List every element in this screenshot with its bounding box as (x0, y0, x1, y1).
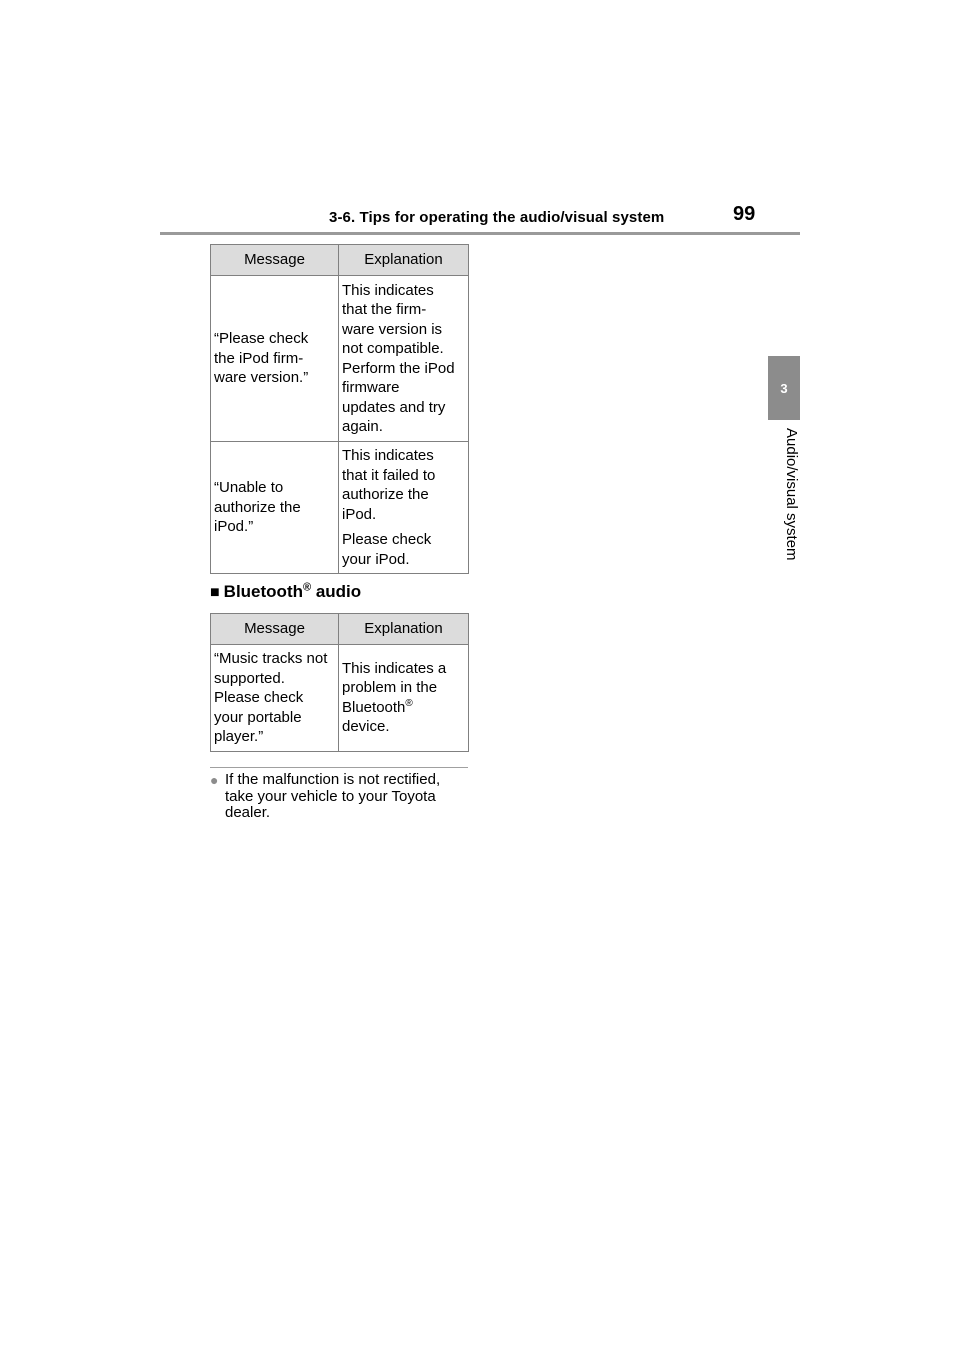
column-header-explanation: Explanation (339, 245, 469, 276)
section-marker: ■ (210, 584, 220, 601)
message-line: “Unable to (214, 479, 284, 497)
note-line: dealer. (225, 804, 271, 821)
table-header-row (211, 245, 469, 276)
explanation-cell (339, 276, 469, 442)
bullet-icon: ● (210, 772, 219, 788)
message-line: your portable (214, 708, 302, 726)
chapter-tab: 3 (768, 356, 800, 420)
explanation-line: that it failed to (342, 466, 436, 484)
section-header-title: 3-6. Tips for operating the audio/visual system (329, 209, 665, 226)
chapter-label-text: Audio/visual system (783, 428, 800, 561)
explanation-line: your iPod. (342, 550, 410, 568)
table-header-row (211, 614, 469, 645)
table-row (211, 645, 469, 752)
message-line: “Music tracks not (214, 650, 328, 667)
table-row (211, 276, 469, 442)
explanation-line: updates and try (342, 398, 446, 416)
explanation-line: device. (342, 718, 390, 736)
note-text (225, 772, 440, 822)
explanation-line: Perform the iPod (342, 359, 455, 377)
registered-mark: ® (303, 581, 312, 594)
message-line: “Please check (214, 330, 309, 348)
message-line: ware version.” (214, 369, 309, 387)
explanation-line: problem in the (342, 679, 438, 697)
note-item (210, 772, 470, 822)
message-line: Please check (214, 689, 304, 706)
section-title-text: Bluetooth (223, 582, 303, 601)
message-line: authorize the (214, 498, 301, 516)
explanation-line: Bluetooth (342, 698, 406, 716)
column-header-explanation: Explanation (339, 614, 469, 645)
table-row (211, 442, 469, 574)
note-line: take your vehicle to your Toyota (225, 787, 436, 805)
explanation-line: This indicates (342, 447, 434, 464)
explanation-line: Please check (342, 531, 432, 548)
column-header-message: Message (211, 245, 339, 276)
chapter-label (768, 428, 800, 588)
page-number: 99 (733, 203, 756, 225)
explanation-line: This indicates a (342, 659, 447, 677)
explanation-line: that the firm- (342, 301, 427, 318)
explanation-cell (339, 442, 469, 574)
note-line: If the malfunction is not rectified, (225, 771, 441, 788)
explanation-line: again. (342, 418, 383, 435)
column-header-message: Message (211, 614, 339, 645)
header-divider (160, 232, 800, 235)
message-line: player.” (214, 728, 264, 745)
ipod-message-table (210, 244, 469, 574)
explanation-cell (339, 645, 469, 752)
explanation-line: ware version is (342, 320, 443, 338)
explanation-line: not compatible. (342, 340, 444, 357)
bluetooth-message-table (210, 613, 469, 752)
message-line: supported. (214, 669, 285, 687)
explanation-line: firmware (342, 379, 400, 396)
explanation-line: This indicates (342, 281, 434, 299)
registered-mark: ® (405, 697, 413, 709)
message-cell (211, 442, 339, 574)
section-title-suffix: audio (311, 582, 362, 601)
section-heading-bluetooth-audio (210, 582, 361, 602)
message-cell (211, 645, 339, 752)
message-cell (211, 276, 339, 442)
explanation-line: iPod. (342, 505, 377, 523)
explanation-line: authorize the (342, 486, 429, 503)
message-line: the iPod firm- (214, 349, 304, 367)
message-line: iPod.” (214, 518, 254, 536)
note-divider (210, 767, 468, 768)
